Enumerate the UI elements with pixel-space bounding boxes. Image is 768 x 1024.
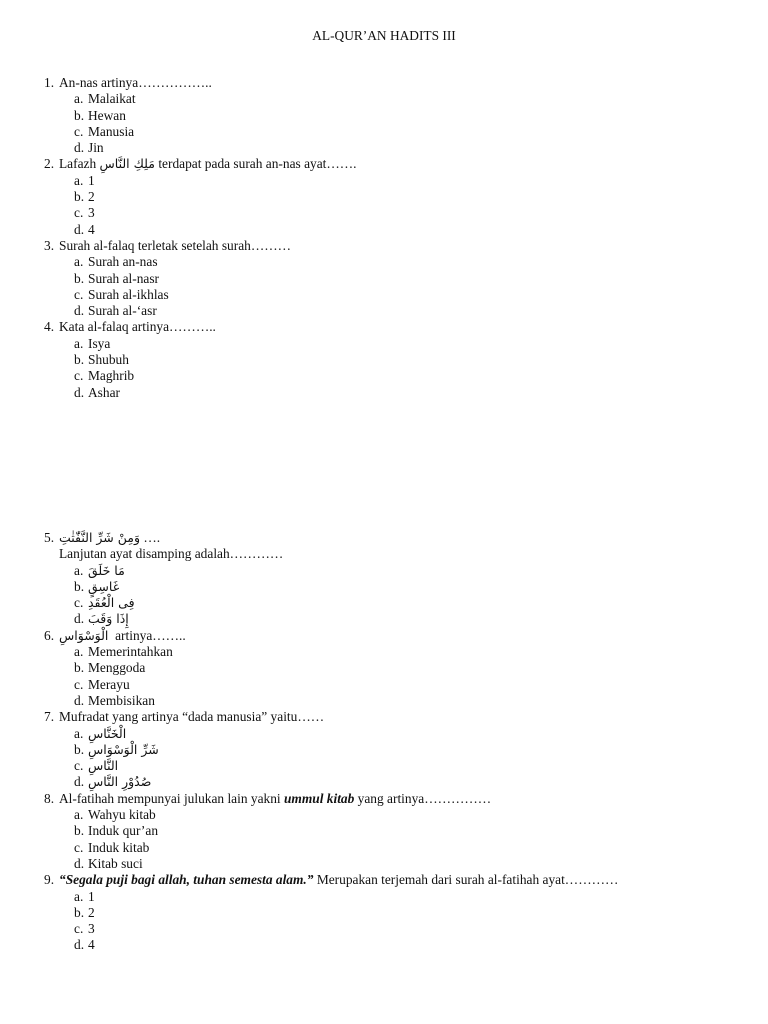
question-number: 2. (44, 156, 55, 172)
option-letter: c. (74, 123, 84, 139)
option-a (44, 889, 744, 905)
option-d (44, 856, 744, 872)
option-text: Manusia (88, 123, 135, 139)
option-letter: b. (74, 823, 85, 839)
option-letter: c. (74, 758, 84, 774)
option-c (44, 287, 744, 303)
option-c (44, 921, 744, 937)
option-d (44, 693, 744, 709)
option-letter: b. (74, 741, 85, 757)
question-number: 4. (44, 319, 55, 335)
question-block-1 (44, 75, 744, 401)
option-text: شَرِّ الْوَسْوَاسِ (88, 741, 159, 757)
option-letter: a. (74, 562, 84, 578)
question-8 (44, 791, 744, 807)
option-b (44, 660, 744, 676)
question-7 (44, 709, 744, 725)
question-text: Surah al-falaq terletak setelah surah……… (59, 237, 292, 253)
option-letter: b. (74, 189, 85, 205)
option-letter: c. (74, 286, 84, 302)
option-c (44, 205, 744, 221)
question-text-post: yang artinya…………… (354, 790, 492, 806)
question-text (59, 791, 491, 807)
option-a (44, 807, 744, 823)
option-a (44, 336, 744, 352)
option-a (44, 254, 744, 270)
question-text: Mufradat yang artinya “dada manusia” yaitu…… (59, 709, 325, 725)
option-b (44, 905, 744, 921)
option-text: Merayu (88, 676, 130, 692)
option-letter: a. (74, 91, 84, 107)
option-d (44, 222, 744, 238)
option-d (44, 385, 744, 401)
option-letter: a. (74, 335, 84, 351)
option-text: 3 (88, 921, 95, 937)
option-letter: d. (74, 384, 85, 400)
option-text: Wahyu kitab (88, 807, 156, 823)
option-text: مَا خَلَقَ (88, 562, 125, 578)
option-b (44, 108, 744, 124)
option-c (44, 677, 744, 693)
question-number: 8. (44, 790, 55, 806)
question-3 (44, 238, 744, 254)
option-text: النَّاسِ (88, 758, 119, 774)
emphasis-text: “Segala puji bagi allah, tuhan semesta alam.” (59, 872, 314, 888)
option-text: Isya (88, 335, 111, 351)
option-letter: c. (74, 595, 84, 611)
option-text: Induk kitab (88, 839, 150, 855)
option-text: Surah al-nasr (88, 270, 160, 286)
option-text: 1 (88, 172, 95, 188)
option-text: الْخَنَّاسِ (88, 725, 127, 741)
option-a (44, 726, 744, 742)
option-c (44, 840, 744, 856)
option-letter: d. (74, 611, 85, 627)
question-text-post: Merupakan terjemah dari surah al-fatihah ayat………… (313, 872, 619, 888)
option-letter: b. (74, 107, 85, 123)
option-text: Menggoda (88, 660, 146, 676)
option-letter: a. (74, 807, 84, 823)
question-9 (44, 872, 744, 888)
option-text: Surah al-ikhlas (88, 286, 169, 302)
question-text-pre: Al-fatihah mempunyai julukan lain yakni (59, 790, 284, 806)
option-letter: d. (74, 774, 85, 790)
option-letter: a. (74, 644, 84, 660)
option-d (44, 937, 744, 953)
option-text: 3 (88, 205, 95, 221)
option-a (44, 91, 744, 107)
question-number: 7. (44, 709, 55, 725)
emphasis-text: ummul kitab (283, 790, 355, 806)
option-text: صُدُوْرِ النَّاسِ (88, 774, 152, 790)
question-text-post: artinya…….. (108, 627, 186, 643)
question-text-line-2: Lanjutan ayat disamping adalah………… (59, 546, 284, 562)
question-text-post: …. (140, 530, 161, 545)
option-text: Memerintahkan (88, 644, 173, 660)
option-text: Kitab suci (88, 855, 143, 871)
option-letter: a. (74, 254, 84, 270)
question-text: An-nas artinya…………….. (59, 75, 212, 90)
option-text: إِذَا وَقَبَ (88, 611, 129, 627)
question-number: 6. (44, 627, 55, 643)
option-letter: c. (74, 205, 84, 221)
arabic-phrase: وَمِنْ شَرِّ النَّفّٰثٰتِ (59, 530, 140, 545)
option-b (44, 742, 744, 758)
option-letter: b. (74, 352, 85, 368)
question-1 (44, 75, 744, 91)
option-letter: d. (74, 692, 85, 708)
option-b (44, 579, 744, 595)
option-letter: a. (74, 172, 84, 188)
option-text: 1 (88, 888, 95, 904)
option-text: 2 (88, 189, 95, 205)
question-text: Kata al-falaq artinya……….. (59, 319, 216, 335)
option-letter: d. (74, 140, 85, 156)
option-letter: b. (74, 660, 85, 676)
option-text: Maghrib (88, 368, 135, 384)
option-text: غَاسِقٍ (88, 578, 120, 594)
question-text (59, 628, 186, 644)
option-letter: b. (74, 904, 85, 920)
arabic-phrase: الْوَسْوَاسِ (59, 627, 109, 643)
option-text: Jin (88, 140, 104, 156)
document-title: AL-QUR’AN HADITS III (312, 28, 456, 43)
question-2 (44, 156, 744, 172)
option-text: Surah al-‘asr (88, 303, 157, 319)
question-text (59, 872, 618, 888)
question-number: 1. (44, 75, 55, 90)
option-text: Malaikat (88, 91, 136, 107)
question-number: 5. (44, 530, 55, 545)
option-text: Hewan (88, 107, 126, 123)
option-letter: b. (74, 578, 85, 594)
option-b (44, 352, 744, 368)
option-text: 4 (88, 221, 95, 237)
option-c (44, 758, 744, 774)
option-text: 2 (88, 904, 95, 920)
question-text-pre: Lafazh (59, 156, 100, 172)
option-a (44, 563, 744, 579)
arabic-phrase: مَلِكِ النَّاسِ (99, 156, 155, 172)
option-text: Shubuh (88, 352, 129, 368)
question-6 (44, 628, 744, 644)
option-text: 4 (88, 937, 95, 953)
option-text: Membisikan (88, 692, 155, 708)
question-5 (44, 530, 744, 546)
option-c (44, 368, 744, 384)
option-letter: a. (74, 725, 84, 741)
option-letter: d. (74, 221, 85, 237)
option-d (44, 774, 744, 790)
question-text (59, 530, 160, 546)
option-text: Ashar (88, 384, 120, 400)
option-c (44, 595, 744, 611)
question-number: 3. (44, 237, 55, 253)
option-letter: c. (74, 676, 84, 692)
option-letter: d. (74, 303, 85, 319)
option-a (44, 173, 744, 189)
option-b (44, 823, 744, 839)
option-letter: b. (74, 270, 85, 286)
option-d (44, 140, 744, 156)
question-text-post: terdapat pada surah an-nas ayat……. (154, 156, 357, 172)
question-number: 9. (44, 872, 55, 888)
option-a (44, 644, 744, 660)
option-b (44, 189, 744, 205)
option-c (44, 124, 744, 140)
option-letter: d. (74, 855, 85, 871)
option-b (44, 271, 744, 287)
question-text (59, 156, 357, 172)
question-4 (44, 319, 744, 335)
option-d (44, 303, 744, 319)
option-letter: d. (74, 937, 85, 953)
option-text: فِى الْعُقَدِ (88, 595, 135, 611)
question-block-2 (44, 530, 744, 954)
option-text: Surah an-nas (88, 254, 158, 270)
option-text: Induk qur’an (88, 823, 159, 839)
option-letter: c. (74, 921, 84, 937)
option-letter: a. (74, 888, 84, 904)
option-letter: c. (74, 839, 84, 855)
option-letter: c. (74, 368, 84, 384)
option-d (44, 611, 744, 627)
